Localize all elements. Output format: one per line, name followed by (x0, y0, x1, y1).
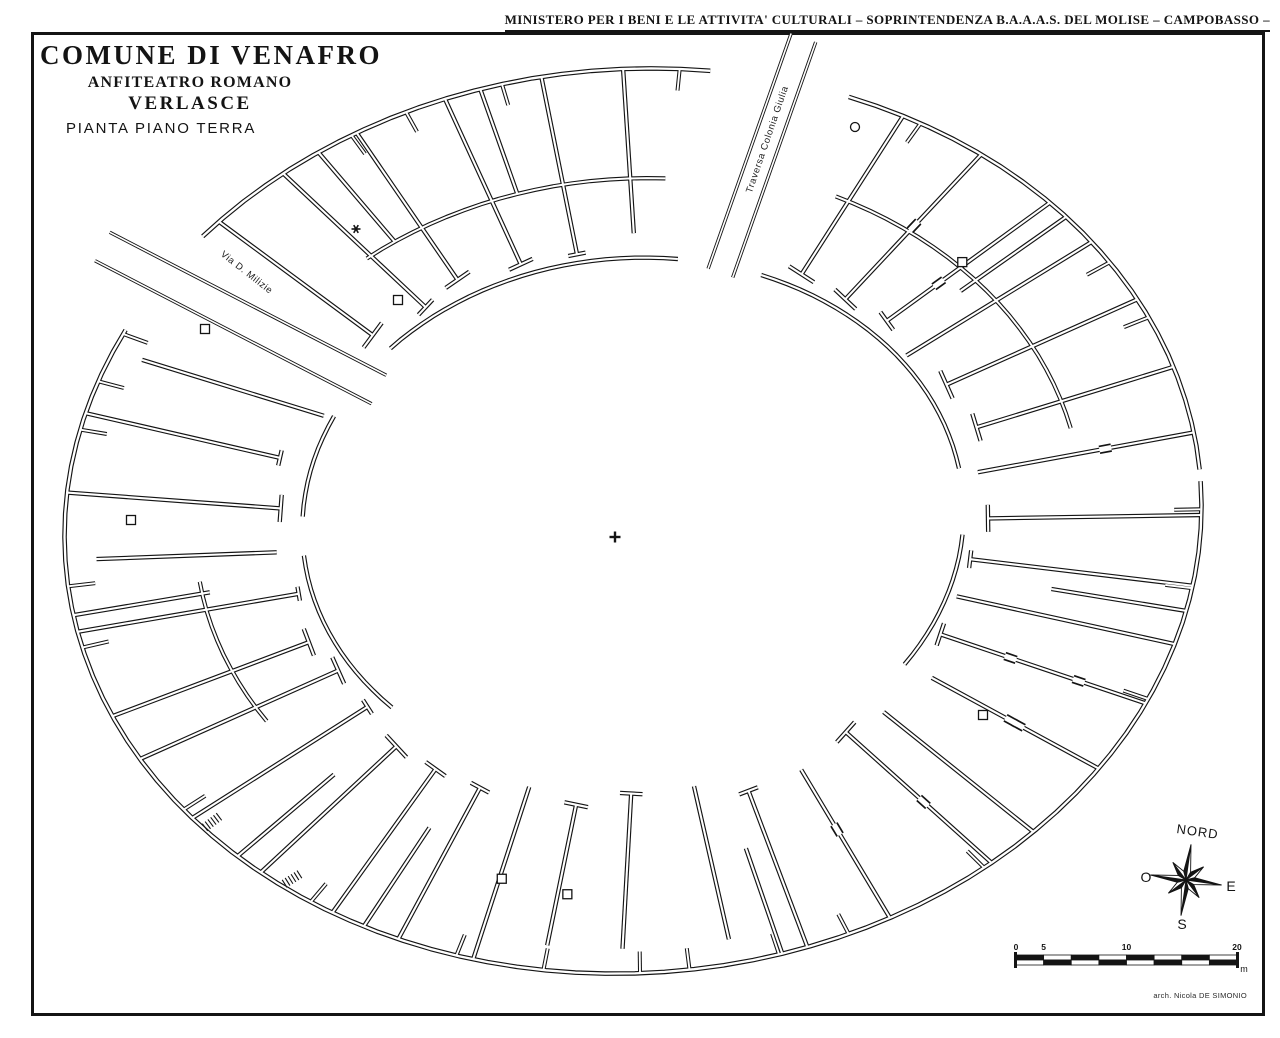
scale-bar (1014, 942, 1248, 974)
street-label-traversa-colonia-giulia: Traversa Colonia Giulia (744, 84, 792, 195)
pier-square (497, 874, 506, 883)
center-cross (610, 532, 621, 543)
title-monument: ANFITEATRO ROMANO (87, 74, 293, 91)
pier-square (958, 258, 967, 267)
compass-label-west: O (1140, 869, 1152, 885)
title-municipality: COMUNE DI VENAFRO (40, 40, 383, 70)
flower-feature (352, 225, 361, 233)
ministry-header: MINISTERO PER I BENI E LE ATTIVITA' CULTURALI – SOPRINTENDENZA B.A.A.A.S. DEL MOLISE – CAMPOBASSO – (505, 12, 1270, 32)
plan-decorations (127, 123, 988, 899)
credit-text: arch. Nicola DE SIMONIO (1153, 991, 1247, 1000)
street-label-via-d-milizie: Via D. Milizie (218, 249, 275, 297)
scale-tick-label: 5 (1041, 942, 1046, 952)
stair-hatch (282, 871, 302, 888)
pier-square (394, 296, 403, 305)
walls-layer (65, 34, 1202, 974)
pier-square (127, 516, 136, 525)
scale-unit-label: m (1240, 964, 1248, 974)
scale-tick-label: 10 (1121, 942, 1132, 952)
pier-square (563, 890, 572, 899)
stair-hatch (202, 813, 221, 831)
compass-label-north: NORD (1175, 821, 1220, 842)
compass-rose (1141, 821, 1236, 932)
compass-label-east: E (1226, 878, 1236, 894)
circle-feature (851, 123, 860, 132)
pier-square (979, 711, 988, 720)
pier-square (201, 325, 210, 334)
compass-label-south: S (1177, 916, 1187, 932)
scale-tick-label: 20 (1232, 942, 1242, 952)
scale-tick-label: 0 (1013, 942, 1019, 952)
title-drawing-title: PIANTA PIANO TERRA (66, 120, 257, 137)
title-site-name: VERLASCE (128, 93, 252, 114)
